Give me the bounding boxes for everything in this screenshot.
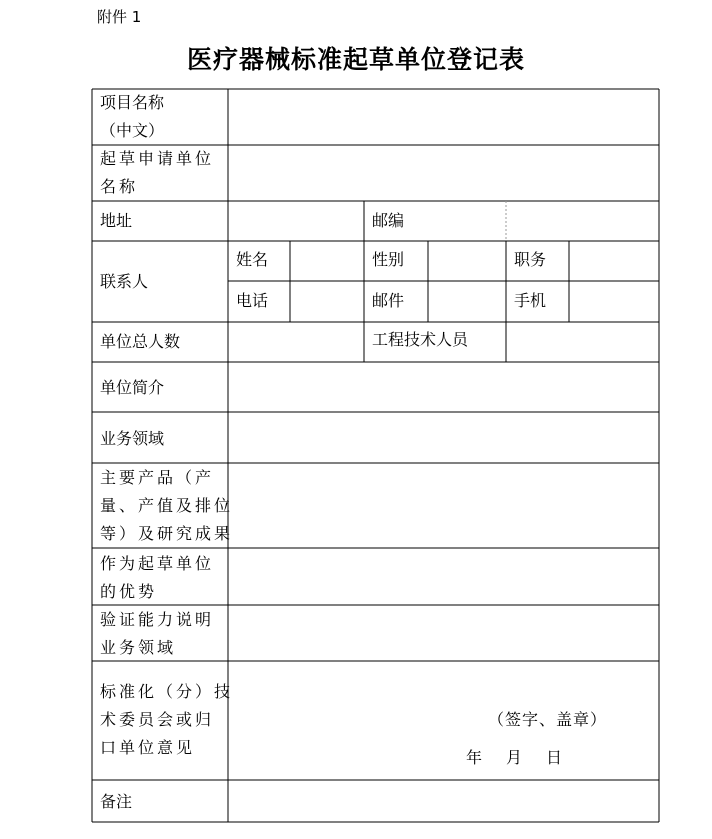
verification-label: 验证能力说明 业务领域: [100, 610, 215, 657]
total-staff-label: 单位总人数: [100, 332, 181, 351]
address-field[interactable]: [229, 202, 363, 240]
remarks-field[interactable]: [229, 781, 658, 821]
unit-profile-label: 单位简介: [100, 378, 165, 397]
project-name-field[interactable]: [229, 90, 658, 144]
address-label: 地址: [100, 211, 133, 230]
contact-name-label: 姓名: [236, 250, 269, 269]
business-field-label: 业务领域: [100, 429, 165, 448]
contact-position-label: 职务: [514, 250, 547, 269]
committee-opinion-label: 标准化（分）技 术委员会或归 口单位意见: [100, 682, 234, 757]
contact-phone-label: 电话: [236, 291, 269, 310]
engineering-staff-label: 工程技术人员: [372, 330, 469, 349]
postcode-label: 邮编: [372, 211, 405, 230]
contact-position-field[interactable]: [570, 242, 658, 280]
total-staff-field[interactable]: [229, 323, 363, 361]
contact-gender-label: 性别: [372, 250, 405, 269]
contact-email-label: 邮件: [372, 291, 405, 310]
contact-email-field[interactable]: [429, 282, 505, 321]
verification-field[interactable]: [229, 606, 658, 660]
signature-note: （签字、盖章）: [488, 710, 608, 729]
unit-profile-field[interactable]: [229, 363, 658, 411]
contact-name-field[interactable]: [291, 242, 363, 280]
applicant-unit-label: 起草申请单位 名称: [100, 149, 215, 196]
contact-label: 联系人: [100, 272, 149, 291]
contact-mobile-label: 手机: [514, 291, 547, 310]
engineering-staff-field[interactable]: [507, 323, 658, 361]
main-products-field[interactable]: [229, 464, 658, 547]
remarks-label: 备注: [100, 792, 133, 811]
advantages-label: 作为起草单位 的优势: [100, 554, 215, 601]
main-products-label: 主要产品（产 量、产值及排位 等）及研究成果: [100, 468, 234, 543]
contact-phone-field[interactable]: [291, 282, 363, 321]
date-line: 年 月 日: [466, 748, 567, 767]
annex-label: 附件 1: [97, 8, 142, 26]
contact-mobile-field[interactable]: [570, 282, 658, 321]
advantages-field[interactable]: [229, 549, 658, 604]
project-name-label: 项目名称 （中文）: [100, 93, 165, 140]
business-field-field[interactable]: [229, 413, 658, 462]
applicant-unit-field[interactable]: [229, 146, 658, 200]
contact-gender-field[interactable]: [429, 242, 505, 280]
postcode-field[interactable]: [507, 202, 658, 240]
form-title: 医疗器械标准起草单位登记表: [186, 45, 525, 74]
